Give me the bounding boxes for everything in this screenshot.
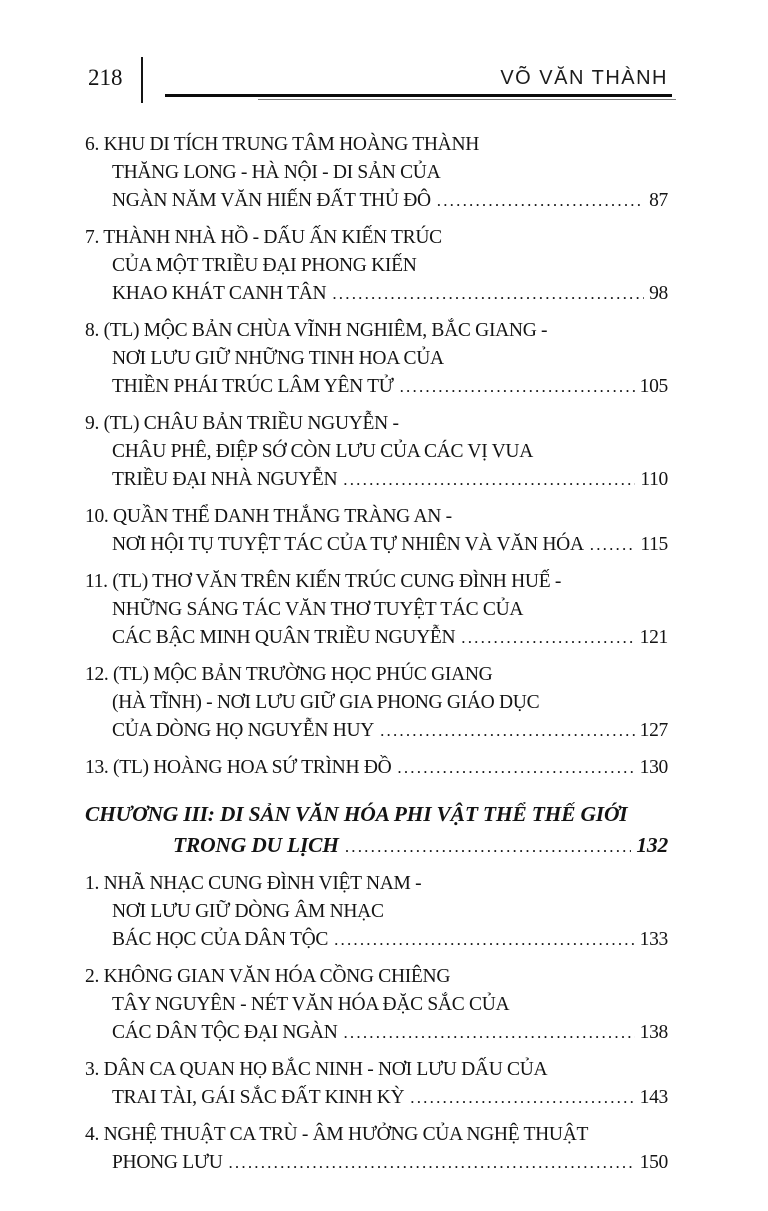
toc-line-text: TRAI TÀI, GÁI SẮC ĐẤT KINH KỲ bbox=[112, 1087, 405, 1108]
toc-page-number: 121 bbox=[639, 627, 668, 648]
toc-entry bbox=[85, 754, 668, 782]
toc-line: 1. NHÃ NHẠC CUNG ĐÌNH VIỆT NAM - bbox=[85, 873, 422, 894]
toc-entry bbox=[85, 1121, 668, 1177]
toc-entry bbox=[85, 503, 668, 559]
toc-line: TÂY NGUYÊN - NÉT VĂN HÓA ĐẶC SẮC CỦA bbox=[112, 994, 510, 1015]
dot-leader bbox=[228, 1149, 634, 1177]
dot-leader bbox=[343, 1019, 634, 1047]
toc-line: CỦA MỘT TRIỀU ĐẠI PHONG KIẾN bbox=[112, 255, 417, 276]
dot-leader bbox=[461, 624, 634, 652]
toc-line-text: TRONG DU LỊCH bbox=[173, 833, 339, 857]
toc-entry bbox=[85, 870, 668, 954]
toc-line-text: PHONG LƯU bbox=[112, 1152, 223, 1173]
toc-line-text: CỦA DÒNG HỌ NGUYỄN HUY bbox=[112, 720, 375, 741]
toc-line: 2. KHÔNG GIAN VĂN HÓA CỒNG CHIÊNG bbox=[85, 966, 451, 987]
toc-line-text: THIỀN PHÁI TRÚC LÂM YÊN TỬ bbox=[112, 376, 394, 397]
toc-page-number: 105 bbox=[639, 376, 668, 397]
toc-line: 12. (TL) MỘC BẢN TRƯỜNG HỌC PHÚC GIANG bbox=[85, 664, 493, 685]
toc-line bbox=[85, 717, 668, 745]
running-head-author: VÕ VĂN THÀNH bbox=[500, 67, 668, 89]
dot-leader bbox=[345, 831, 632, 862]
dot-leader bbox=[332, 280, 644, 308]
header-rule bbox=[165, 94, 672, 97]
dot-leader bbox=[400, 373, 635, 401]
toc-line: NHỮNG SÁNG TÁC VĂN THƠ TUYỆT TÁC CỦA bbox=[112, 599, 524, 620]
toc-line: CHÂU PHÊ, ĐIỆP SỚ CÒN LƯU CỦA CÁC VỊ VUA bbox=[112, 441, 533, 462]
toc-page-number: 127 bbox=[639, 720, 668, 741]
toc-line: 9. (TL) CHÂU BẢN TRIỀU NGUYỄN - bbox=[85, 413, 399, 434]
toc-line: 6. KHU DI TÍCH TRUNG TÂM HOÀNG THÀNH bbox=[85, 134, 480, 155]
toc-entry bbox=[85, 131, 668, 215]
toc-line-text: NGÀN NĂM VĂN HIẾN ĐẤT THỦ ĐÔ bbox=[112, 190, 431, 211]
toc-chapter-heading bbox=[85, 799, 668, 862]
toc-entry bbox=[85, 568, 668, 652]
toc-page-number: 143 bbox=[639, 1087, 668, 1108]
toc-page-number: 98 bbox=[649, 283, 668, 304]
dot-leader bbox=[590, 531, 636, 559]
toc-line: 10. QUẦN THỂ DANH THẮNG TRÀNG AN - bbox=[85, 506, 452, 527]
toc-line: 3. DÂN CA QUAN HỌ BẮC NINH - NƠI LƯU DẤU CỦA bbox=[85, 1059, 548, 1080]
toc-page-number: 138 bbox=[639, 1022, 668, 1043]
toc-line bbox=[85, 830, 668, 862]
toc-line: 8. (TL) MỘC BẢN CHÙA VĨNH NGHIÊM, BẮC GIANG - bbox=[85, 320, 548, 341]
header-rule-shadow bbox=[258, 99, 676, 100]
toc-line: THĂNG LONG - HÀ NỘI - DI SẢN CỦA bbox=[112, 162, 441, 183]
toc-entry bbox=[85, 963, 668, 1047]
toc-line bbox=[85, 187, 668, 215]
toc-line bbox=[85, 373, 668, 401]
toc-line-text: BÁC HỌC CỦA DÂN TỘC bbox=[112, 929, 329, 950]
toc-line: NƠI LƯU GIỮ NHỮNG TINH HOA CỦA bbox=[112, 348, 444, 369]
toc-line-text: TRIỀU ĐẠI NHÀ NGUYỄN bbox=[112, 469, 338, 490]
toc-line bbox=[85, 280, 668, 308]
toc-line-text: KHAO KHÁT CANH TÂN bbox=[112, 283, 327, 304]
header-divider-bar bbox=[141, 57, 143, 103]
toc-line bbox=[85, 1019, 668, 1047]
toc-page-number: 115 bbox=[640, 534, 668, 555]
toc-line: 11. (TL) THƠ VĂN TRÊN KIẾN TRÚC CUNG ĐÌNH HUẾ - bbox=[85, 571, 562, 592]
toc-line bbox=[85, 1149, 668, 1177]
dot-leader bbox=[437, 187, 644, 215]
toc-page-number: 133 bbox=[639, 929, 668, 950]
toc-entry bbox=[85, 224, 668, 308]
dot-leader bbox=[334, 926, 635, 954]
toc-line bbox=[85, 466, 668, 494]
toc-line: (HÀ TĨNH) - NƠI LƯU GIỮ GIA PHONG GIÁO DỤC bbox=[112, 692, 540, 713]
dot-leader bbox=[397, 754, 634, 782]
toc-line bbox=[85, 531, 668, 559]
toc-line bbox=[85, 926, 668, 954]
toc-line-text: CÁC BẬC MINH QUÂN TRIỀU NGUYỄN bbox=[112, 627, 456, 648]
toc-list bbox=[85, 131, 668, 1186]
toc-line-text: CÁC DÂN TỘC ĐẠI NGÀN bbox=[112, 1022, 338, 1043]
dot-leader bbox=[410, 1084, 634, 1112]
toc-line-text: 13. (TL) HOÀNG HOA SỨ TRÌNH ĐỒ bbox=[85, 757, 392, 778]
toc-page-number: 87 bbox=[649, 190, 668, 211]
toc-entry bbox=[85, 661, 668, 745]
toc-page-number: 150 bbox=[639, 1152, 668, 1173]
dot-leader bbox=[343, 466, 635, 494]
toc-page-number: 130 bbox=[639, 757, 668, 778]
toc-entry bbox=[85, 317, 668, 401]
toc-entry bbox=[85, 410, 668, 494]
toc-line bbox=[85, 754, 668, 782]
dot-leader bbox=[380, 717, 635, 745]
toc-line: 7. THÀNH NHÀ HỒ - DẤU ẤN KIẾN TRÚC bbox=[85, 227, 442, 248]
toc-line: 4. NGHỆ THUẬT CA TRÙ - ÂM HƯỞNG CỦA NGHỆ THUẬT bbox=[85, 1124, 589, 1145]
toc-page-number: 110 bbox=[640, 469, 668, 490]
toc-entry bbox=[85, 1056, 668, 1112]
toc-line: NƠI LƯU GIỮ DÒNG ÂM NHẠC bbox=[112, 901, 384, 922]
toc-line bbox=[85, 624, 668, 652]
toc-line bbox=[85, 1084, 668, 1112]
toc-line-text: NƠI HỘI TỤ TUYỆT TÁC CỦA TỰ NHIÊN VÀ VĂN HÓA bbox=[112, 534, 584, 555]
toc-line: CHƯƠNG III: DI SẢN VĂN HÓA PHI VẬT THỂ THẾ GIỚI bbox=[85, 802, 628, 826]
toc-page-number: 132 bbox=[636, 833, 668, 857]
page-number: 218 bbox=[88, 65, 123, 90]
